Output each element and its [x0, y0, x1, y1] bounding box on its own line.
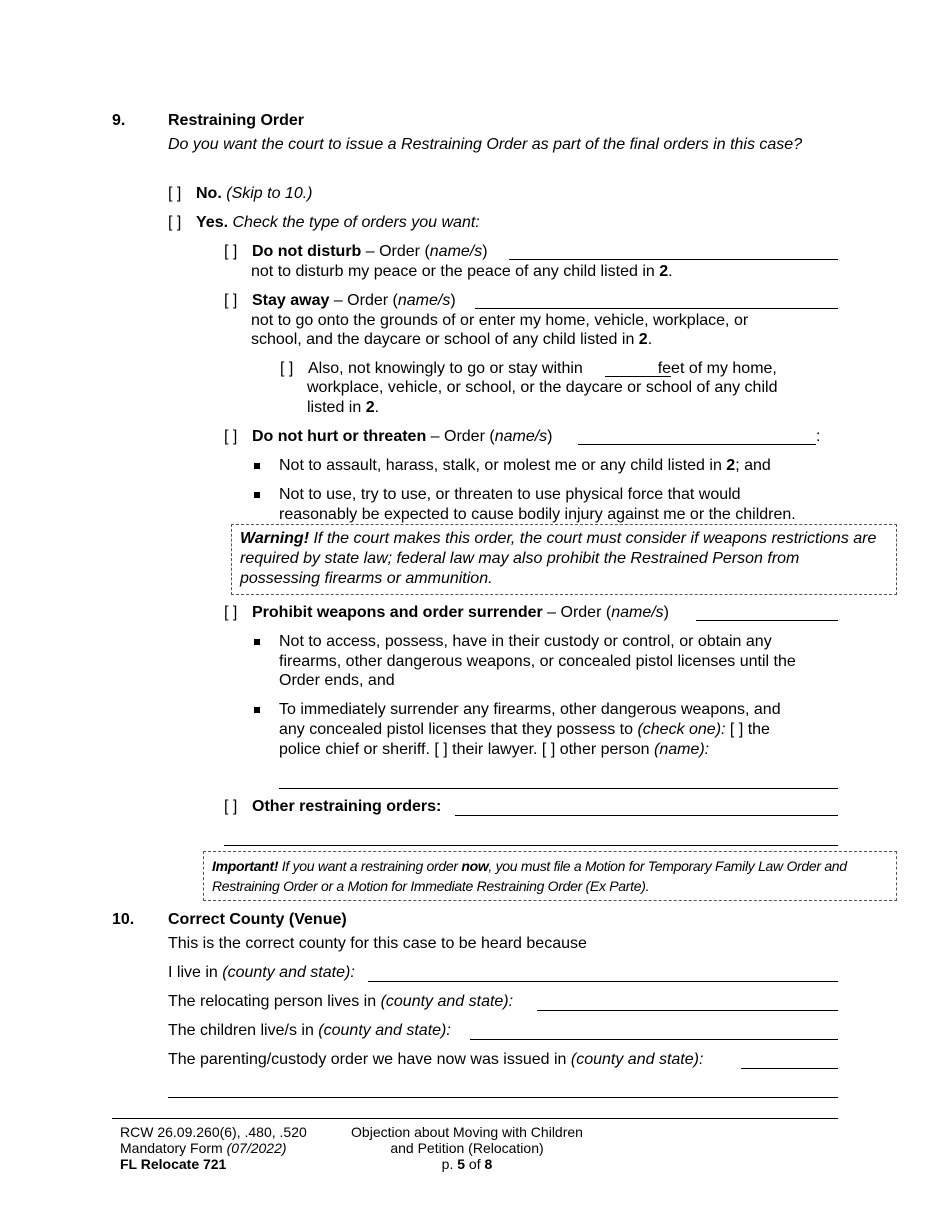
stay-away-line-3: [251, 330, 652, 350]
row-hint: (county and state):: [222, 964, 355, 981]
page-of: of: [465, 1156, 485, 1172]
no-hint: (Skip to 10.): [226, 185, 313, 202]
venue-row-children: [168, 1021, 451, 1041]
yes-hint: Check the type of orders you want:: [232, 214, 480, 231]
do-not-hurt-bullet-1: [279, 456, 771, 476]
other-person-name-field[interactable]: [279, 788, 838, 789]
section-ref: 2: [659, 263, 669, 280]
no-option[interactable]: [168, 184, 313, 204]
important-now: now: [461, 858, 489, 874]
bullet-text: any concealed pistol licenses that they possess to: [279, 721, 638, 738]
do-not-disturb-option[interactable]: [224, 242, 488, 262]
bullet-text: police chief or sheriff. [ ] their lawyer. [ ] other person: [279, 741, 654, 758]
desc-text: school, and the daycare or school of any child listed in: [251, 331, 639, 348]
name-hint: (name):: [654, 741, 710, 758]
do-not-hurt-name-field[interactable]: [578, 444, 816, 445]
row-hint: (county and state):: [570, 1051, 704, 1068]
bullet-icon: [254, 707, 260, 713]
do-not-disturb-name-field[interactable]: [509, 259, 838, 260]
order-text: – Order (: [329, 292, 398, 309]
also-within-checkbox[interactable]: [ ]: [280, 360, 294, 377]
bullet-icon: [254, 463, 260, 469]
do-not-hurt-bullet-2-line-1: Not to use, try to use, or threaten to use physical force that would: [279, 486, 741, 503]
also-within-text-post: feet of my home,: [653, 360, 777, 377]
close-paren: ): [547, 428, 553, 445]
stay-away-option[interactable]: [224, 291, 456, 311]
i-live-in-field[interactable]: [368, 981, 838, 982]
prohibit-weapons-checkbox[interactable]: [ ]: [224, 604, 238, 621]
also-within-line-2: workplace, vehicle, or school, or the daycare or school of any child: [307, 379, 778, 396]
other-orders-field-line-2[interactable]: [224, 845, 838, 846]
do-not-hurt-checkbox[interactable]: [ ]: [224, 428, 238, 445]
order-text: – Order (: [542, 604, 612, 621]
name-hint: name/s: [494, 428, 548, 445]
mandatory-date: (07/2022): [226, 1140, 287, 1156]
parenting-order-field[interactable]: [741, 1068, 838, 1069]
row-label: The relocating person lives in: [168, 993, 381, 1010]
stay-away-checkbox[interactable]: [ ]: [224, 292, 238, 309]
period: .: [668, 263, 673, 280]
page-current: 5: [457, 1156, 466, 1172]
footer-divider: [112, 1118, 838, 1119]
yes-option[interactable]: [168, 213, 480, 233]
section-10-number: 10.: [112, 911, 135, 928]
warning-text: [240, 529, 880, 589]
weapons-bullet-2-line-1: To immediately surrender any firearms, other dangerous weapons, and: [279, 701, 781, 718]
do-not-hurt-label: Do not hurt or threaten: [252, 428, 427, 445]
warning-body: If the court makes this order, the court must consider if weapons restrictions are required by state law; federal law may also prohibit the Restrained Person from possessing firearms or ammunition.: [240, 530, 877, 587]
warning-label: Warning!: [240, 530, 310, 547]
stay-away-line-2: not to go onto the grounds of or enter my home, vehicle, workplace, or: [251, 312, 749, 329]
yes-label: Yes.: [196, 214, 229, 231]
bullet-text: Not to assault, harass, stalk, or molest me or any child listed in: [279, 457, 727, 474]
section-9-title: Restraining Order: [168, 112, 305, 129]
do-not-disturb-label: Do not disturb: [252, 243, 362, 260]
row-hint: (county and state):: [380, 993, 514, 1010]
important-box: [203, 851, 897, 901]
page-total: 8: [484, 1156, 493, 1172]
page-prefix: p.: [441, 1156, 458, 1172]
prohibit-weapons-label: Prohibit weapons and order surrender: [252, 604, 543, 621]
row-hint: (county and state):: [318, 1022, 451, 1039]
order-text: – Order (: [361, 243, 430, 260]
desc-text: listed in: [307, 399, 366, 416]
footer-rcw: RCW 26.09.260(6), .480, .520: [120, 1124, 307, 1140]
other-orders-checkbox[interactable]: [ ]: [224, 798, 238, 815]
weapons-bullet-1-line-3: Order ends, and: [279, 672, 395, 689]
weapons-bullet-1-line-1: Not to access, possess, have in their custody or control, or obtain any: [279, 633, 772, 650]
venue-row-relocating-person: [168, 992, 513, 1012]
bullet-text-end: [ ] the: [725, 721, 770, 738]
desc-text: not to disturb my peace or the peace of any child listed in: [251, 263, 660, 280]
name-hint: name/s: [611, 604, 664, 621]
section-ref: 2: [726, 457, 736, 474]
section-9-question: Do you want the court to issue a Restraining Order as part of the final orders in this case?: [168, 136, 803, 153]
stay-away-label: Stay away: [252, 292, 330, 309]
also-within-option[interactable]: [280, 359, 777, 379]
colon: :: [816, 428, 821, 445]
stay-away-name-field[interactable]: [475, 308, 838, 309]
weapons-bullet-2-line-3: [279, 740, 709, 760]
section-10-title: Correct County (Venue): [168, 911, 347, 928]
no-label: No.: [196, 185, 222, 202]
relocating-person-field[interactable]: [537, 1010, 838, 1011]
name-hint: name/s: [429, 243, 483, 260]
prohibit-weapons-option[interactable]: [224, 603, 669, 623]
warning-box: [231, 524, 897, 595]
important-body-end: , you must file a Motion for Temporary Family Law Order and Restraining Order or a Motion for Immediate Restraining Order (Ex Parte).: [212, 858, 847, 894]
venue-row-parenting-order: [168, 1050, 703, 1070]
other-orders-label: Other restraining orders:: [252, 798, 442, 815]
do-not-disturb-description: [251, 262, 673, 282]
footer-page-number: [347, 1156, 587, 1172]
feet-distance-field[interactable]: [605, 376, 671, 377]
row-label: The children live/s in: [168, 1022, 319, 1039]
check-one-hint: (check one):: [637, 721, 726, 738]
close-paren: ): [482, 243, 488, 260]
venue-row-i-live: [168, 963, 355, 983]
section-ref: 2: [638, 331, 648, 348]
children-live-field[interactable]: [470, 1039, 838, 1040]
bullet-icon: [254, 492, 260, 498]
row-label: The parenting/custody order we have now was issued in: [168, 1051, 571, 1068]
also-within-text: Also, not knowingly to go or stay within: [308, 360, 588, 377]
do-not-hurt-bullet-2-line-2: reasonably be expected to cause bodily injury against me or the children.: [279, 506, 796, 523]
name-hint: name/s: [397, 292, 451, 309]
yes-checkbox[interactable]: [ ]: [168, 214, 182, 231]
row-label: I live in: [168, 964, 223, 981]
bullet-text-end: ; and: [735, 457, 771, 474]
period: .: [647, 331, 653, 348]
also-within-line-3: [307, 398, 379, 418]
no-checkbox[interactable]: [ ]: [168, 185, 182, 202]
weapons-bullet-1-line-2: firearms, other dangerous weapons, or concealed pistol licenses until the: [279, 653, 796, 670]
close-paren: ): [450, 292, 456, 309]
parenting-order-field-line-2[interactable]: [168, 1097, 838, 1098]
important-body: If you want a restraining order: [278, 858, 462, 874]
do-not-disturb-checkbox[interactable]: [ ]: [224, 243, 238, 260]
important-label: Important!: [212, 858, 279, 874]
section-10-intro: This is the correct county for this case to be heard because: [168, 935, 587, 952]
order-text: – Order (: [426, 428, 495, 445]
weapons-bullet-2-line-2: [279, 720, 770, 740]
footer-form-id: FL Relocate 721: [120, 1156, 227, 1172]
footer-mandatory: [120, 1140, 287, 1156]
close-paren: ): [663, 604, 669, 621]
other-orders-field[interactable]: [455, 815, 838, 816]
footer-title-line-2: and Petition (Relocation): [390, 1140, 544, 1156]
period: .: [374, 399, 380, 416]
section-ref: 2: [365, 399, 375, 416]
other-orders-option[interactable]: [224, 797, 441, 817]
do-not-hurt-option[interactable]: [224, 427, 552, 447]
section-9-number: 9.: [112, 112, 126, 129]
mandatory-label: Mandatory Form: [120, 1140, 227, 1156]
footer-title-line-1: Objection about Moving with Children: [351, 1124, 583, 1140]
bullet-icon: [254, 639, 260, 645]
prohibit-weapons-name-field[interactable]: [696, 620, 838, 621]
important-text: [212, 856, 888, 896]
